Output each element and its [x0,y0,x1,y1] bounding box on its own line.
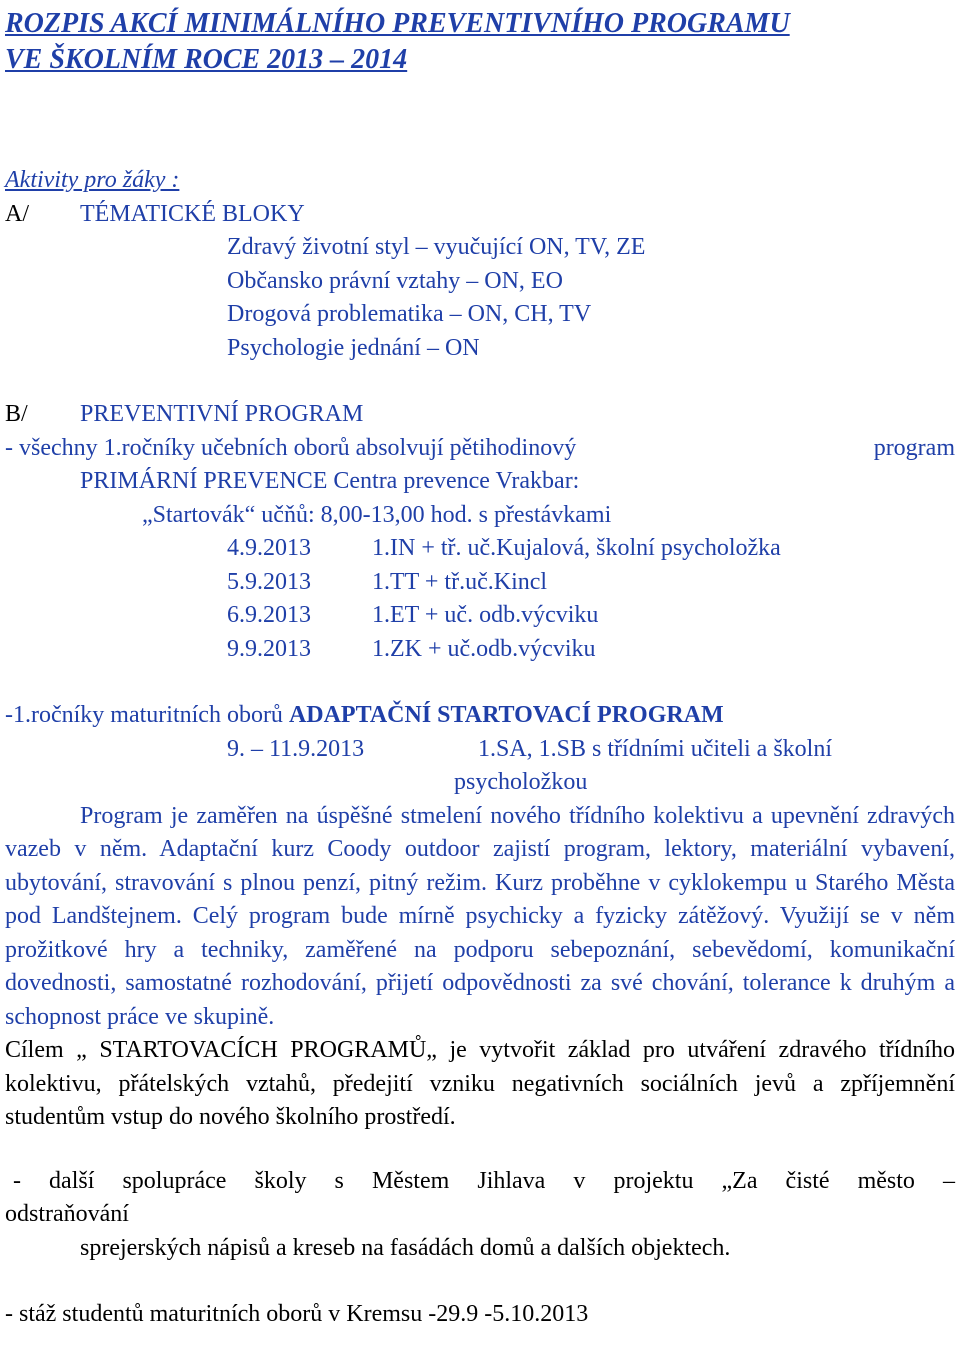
maturita-detail-line2: psycholožkou [454,769,588,795]
section-b-title: PREVENTIVNÍ PROGRAM [80,401,364,427]
maturita-prefix: -1.ročníky maturitních oborů [5,702,289,728]
section-a-heading [5,198,955,232]
maturita-schedule-row [5,733,955,767]
activities-heading: Aktivity pro žáky : [5,167,180,193]
schedule-date: 5.9.2013 [227,568,311,595]
spacer [5,666,955,699]
cooperation-line2: odstraňování [5,1201,129,1227]
spacer [5,365,955,398]
paragraph-goal: Cílem „ STARTOVACÍCH PROGRAMŮ„ je vytvořit základ pro utváření zdravého třídního kolektivu, přátelských vztahů, předejití vzniku negativních sociálních jevů a zpříjemnění studentům vstup do nového školního prostředí. [5,1037,955,1130]
schedule-date: 6.9.2013 [227,602,311,628]
schedule-date: 9.9.2013 [227,635,311,662]
section-a-item: Drogová problematika – ON, CH, TV [227,301,592,327]
cooperation-line3: sprejerských nápisů a kreseb na fasádách domů a dalších objektech. [80,1234,731,1261]
section-a-item: Zdravý životní styl – vyučující ON, TV, ZE [227,234,646,260]
maturita-detail: 1.SA, 1.SB s třídními učiteli a školní [478,735,833,762]
section-a-marker: A/ [5,200,29,227]
section-a-item: Psychologie jednání – ON [227,334,480,361]
schedule-row [5,633,955,667]
document-page [5,6,955,1332]
schedule-row [5,599,955,633]
section-a-item: Občansko právní vztahy – ON, EO [227,267,563,294]
internship-line: - stáž studentů maturitních oborů v Kremsu -29.9 -5.10.2013 [5,1301,589,1327]
cooperation-line1: - další spolupráce školy s Městem Jihlava v projektu „Za čisté město – [13,1167,955,1194]
section-b-intro-line2: PRIMÁRNÍ PREVENCE Centra prevence Vrakbar: [80,468,580,494]
spacer [5,1135,955,1165]
schedule-detail: 1.ET + uč. odb.výcviku [372,602,599,628]
section-b-intro-left: - všechny 1.ročníky učebních oborů absolvují pětihodinový [5,434,577,461]
schedule-detail: 1.ZK + uč.odb.výcviku [372,635,596,662]
page-title-line1: ROZPIS AKCÍ MINIMÁLNÍHO PREVENTIVNÍHO PROGRAMU [5,8,790,39]
maturita-date: 9. – 11.9.2013 [227,735,365,762]
schedule-detail: 1.TT + tř.uč.Kincl [372,568,548,595]
spacer [5,78,955,164]
schedule-detail: 1.IN + tř. uč.Kujalová, školní psycholožka [372,535,781,561]
paragraph-program: Program je zaměřen na úspěšné stmelení nového třídního kolektivu a upevnění zdravých vazeb v něm. Adaptační kurz Coody outdoor zajistí program, lektory, materiální vybavení, ubytování, stravování s plnou penzí, pitný režim. Kurz proběhne v cyklokempu u Starého Města pod Landštejnem. Celý program bude mírně psychicky a fyzicky zátěžový. Využijí se v něm prožitkové hry a techniky, zaměřené na podporu sebepoznání, sebevědomí, komunikační dovednosti, samostatné rozhodování, přijetí odpovědnosti za své chování, tolerance k druhým a schopnost práce ve skupině. [5,802,955,1030]
maturita-program: ADAPTAČNÍ STARTOVACÍ PROGRAM [288,702,724,728]
section-b-intro-right: program [873,434,955,461]
page-title-line2: VE ŠKOLNÍM ROCE 2013 – 2014 [5,44,408,75]
schedule-row [5,532,955,566]
section-a-title: TÉMATICKÉ BLOKY [80,200,305,227]
section-b-intro [5,432,955,466]
maturita-line [5,699,955,733]
schedule-date: 4.9.2013 [227,535,311,561]
schedule-row [5,566,955,600]
spacer [5,1265,955,1298]
section-b-marker: B/ [5,401,28,427]
section-b-heading [5,398,955,432]
section-b-intro-line3: „Startovák“ učňů: 8,00-13,00 hod. s přestávkami [142,501,612,528]
